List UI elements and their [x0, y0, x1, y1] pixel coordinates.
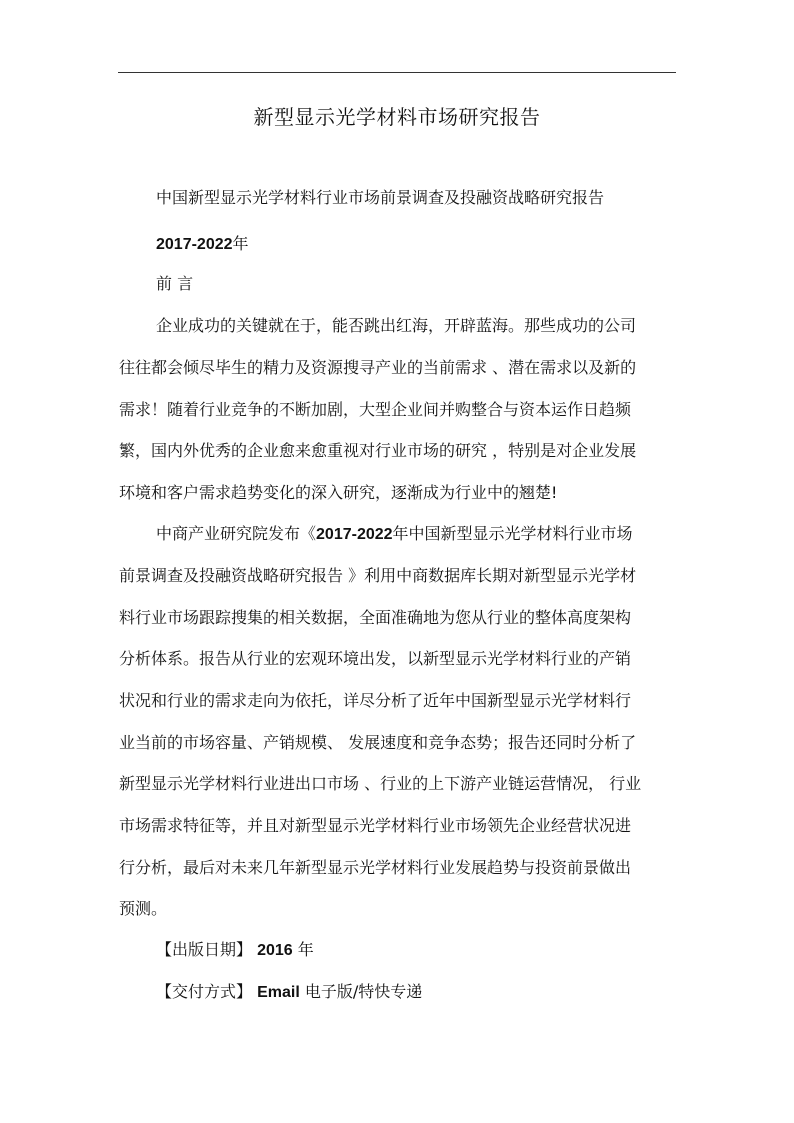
- paragraph1-line: 环境和客户需求趋势变化的深入研究，逐渐成为行业中的翘楚!: [119, 483, 558, 502]
- delivery-label: 【交付方式】: [156, 982, 253, 1001]
- report-years: [156, 232, 249, 257]
- document-title: 新型显示光学材料市场研究报告: [253, 105, 541, 129]
- publish-date-year: 2016: [257, 942, 293, 959]
- paragraph2-line: 新型显示光学材料行业进出口市场 、行业的上下游产业链运营情况， 行业: [119, 774, 642, 793]
- paragraph2-line: 前景调查及投融资战略研究报告 》利用中商数据库长期对新型显示光学材: [119, 566, 637, 585]
- years-suffix: 年: [232, 234, 249, 253]
- paragraph2-line: 料行业市场跟踪搜集的相关数据，全面准确地为您从行业的整体高度架构: [119, 608, 632, 627]
- p2-years: 2017-2022: [316, 526, 393, 543]
- paragraph2-line: 预测。: [119, 899, 168, 918]
- publish-date-label: 【出版日期】: [156, 940, 253, 959]
- paragraph2-line: 业当前的市场容量、产销规模、 发展速度和竞争态势；报告还同时分析了: [119, 733, 637, 752]
- paragraph2-line: 市场需求特征等，并且对新型显示光学材料行业市场领先企业经营状况进: [119, 816, 632, 835]
- paragraph1-line: 繁，国内外优秀的企业愈来愈重视对行业市场的研究 ，特别是对企业发展: [119, 441, 637, 460]
- publish-date-suffix: 年: [297, 940, 314, 959]
- report-name: 中国新型显示光学材料行业市场前景调查及投融资战略研究报告: [156, 188, 605, 207]
- paragraph1-line: 往往都会倾尽毕生的精力及资源搜寻产业的当前需求 、潜在需求以及新的: [119, 358, 637, 377]
- p2-suffix: 年中国新型显示光学材料行业市场: [392, 524, 633, 543]
- paragraph1-line: 企业成功的关键就在于，能否跳出红海，开辟蓝海。那些成功的公司: [156, 316, 637, 335]
- preface-heading: 前 言: [156, 274, 194, 293]
- delivery-method: [156, 980, 422, 1005]
- delivery-email: Email: [257, 984, 300, 1001]
- paragraph1-line: 需求！随着行业竞争的不断加剧，大型企业间并购整合与资本运作日趋频: [119, 400, 632, 419]
- paragraph2-line: 行分析，最后对未来几年新型显示光学材料行业发展趋势与投资前景做出: [119, 858, 632, 877]
- paragraph2-first-line: [156, 522, 633, 547]
- p2-prefix: 中商产业研究院发布《: [156, 524, 317, 543]
- paragraph2-line: 状况和行业的需求走向为依托，详尽分析了近年中国新型显示光学材料行: [119, 691, 632, 710]
- header-rule: [118, 72, 676, 73]
- paragraph2-line: 分析体系。报告从行业的宏观环境出发，以新型显示光学材料行业的产销: [119, 649, 632, 668]
- years-value: 2017-2022: [156, 236, 233, 253]
- delivery-suffix: 电子版/特快专递: [304, 982, 423, 1001]
- publish-date: [156, 938, 314, 963]
